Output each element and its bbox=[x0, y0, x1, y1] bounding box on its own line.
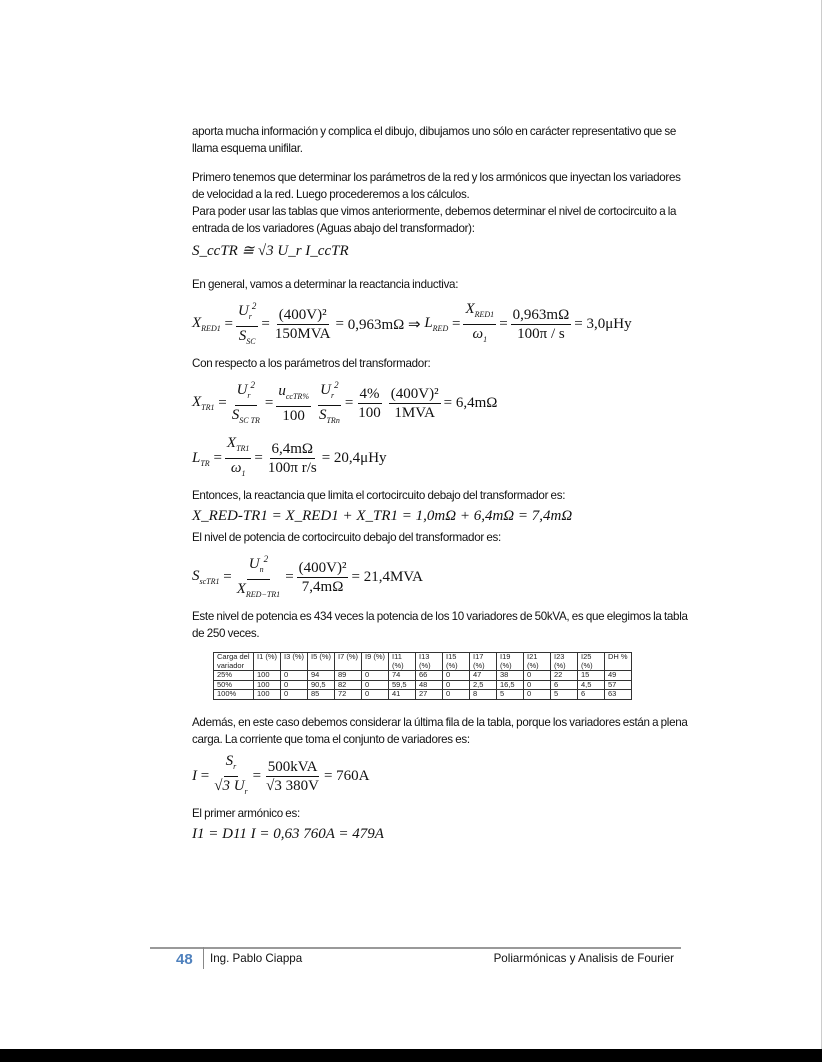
table-cell: 2,5 bbox=[470, 680, 497, 690]
table-cell: 25% bbox=[214, 671, 254, 681]
table-cell: 89 bbox=[335, 671, 362, 681]
table-cell: 49 bbox=[605, 671, 632, 681]
equation-current: I = $S_r$ √3 $U_r$ = 500kVA √3 380V = 760A bbox=[192, 752, 370, 796]
page-number: 48 bbox=[176, 951, 193, 968]
paragraph: Además, en este caso debemos considerar la última fila de la tabla, porque los variadores están a plena carga. La corriente que toma el conjunto de variadores es: bbox=[192, 715, 688, 746]
table-cell: 0 bbox=[362, 680, 389, 690]
table-cell: 5 bbox=[551, 690, 578, 700]
table-cell: 90,5 bbox=[308, 680, 335, 690]
table-cell: 66 bbox=[416, 671, 443, 681]
table-cell: 38 bbox=[497, 671, 524, 681]
page-body bbox=[192, 123, 692, 847]
numerator: (400V)² bbox=[298, 559, 347, 576]
table-cell: 41 bbox=[389, 690, 416, 700]
bottom-bar bbox=[0, 1049, 822, 1062]
table-cell: I21 (%) bbox=[524, 653, 551, 671]
table-cell: I23 (%) bbox=[551, 653, 578, 671]
table-cell: 63 bbox=[605, 690, 632, 700]
table-cell: 74 bbox=[389, 671, 416, 681]
table-cell: I25 (%) bbox=[578, 653, 605, 671]
numerator: 6,4mΩ bbox=[271, 441, 314, 457]
table-cell: 100% bbox=[214, 690, 254, 700]
denominator: 100π r/s bbox=[267, 460, 317, 476]
harmonics-table bbox=[213, 652, 632, 700]
equation-i1 bbox=[192, 826, 692, 843]
table-cell: 0 bbox=[281, 680, 308, 690]
numerator: (400V)² bbox=[278, 306, 327, 323]
table-cell: 5 bbox=[497, 690, 524, 700]
table-cell: 48 bbox=[416, 680, 443, 690]
numerator: 4% bbox=[359, 385, 380, 402]
equation-xred-tr bbox=[192, 508, 692, 525]
table-cell: I5 (%) bbox=[308, 653, 335, 671]
table-header-row bbox=[214, 653, 632, 671]
table-cell: 72 bbox=[335, 690, 362, 700]
result: = 760A bbox=[323, 767, 370, 784]
table-cell: 8 bbox=[470, 690, 497, 700]
denominator: 100 bbox=[358, 404, 381, 421]
footer-title: Poliarmónicas y Analisis de Fourier bbox=[493, 952, 674, 965]
result: = 21,4MVA bbox=[351, 568, 424, 585]
paragraph: El primer armónico es: bbox=[192, 806, 300, 820]
table-cell: 85 bbox=[308, 690, 335, 700]
equation-text: I1 = D11 I = 0,63 760A = 479A bbox=[192, 825, 384, 842]
denominator: 1MVA bbox=[394, 404, 435, 421]
table-cell: 6 bbox=[551, 680, 578, 690]
table-cell: 16,5 bbox=[497, 680, 524, 690]
table-cell: 50% bbox=[214, 680, 254, 690]
equation-xtr: $X_{TR1}$ = $U_r^2$ $S_{SC TR}$ = $u_{ccTR\%}$ 100 $U_r^2$ $S_{TRn}$ = $\frac{4\%}{100}$ (400V)² 1MVA = 6,4mΩ bbox=[192, 376, 692, 430]
table-cell: 0 bbox=[524, 680, 551, 690]
table-cell: I17 (%) bbox=[470, 653, 497, 671]
footer-separator bbox=[203, 947, 204, 969]
table-cell: 0 bbox=[524, 690, 551, 700]
table-cell: 59,5 bbox=[389, 680, 416, 690]
table-cell: 0 bbox=[443, 671, 470, 681]
table-cell: Carga del variador bbox=[214, 653, 254, 671]
table-cell: I13 (%) bbox=[416, 653, 443, 671]
result: = 6,4mΩ bbox=[443, 394, 498, 411]
table-cell: 100 bbox=[254, 671, 281, 681]
table-cell: I9 (%) bbox=[362, 653, 389, 671]
table-cell: I1 (%) bbox=[254, 653, 281, 671]
paragraph: Primero tenemos que determinar los parámetros de la red y los armónicos que inyectan los variadores de velocidad a la red. Luego procederemos a los cálculos. bbox=[192, 171, 681, 201]
result: = 3,0μHy bbox=[574, 315, 632, 332]
denominator: √3 380V bbox=[266, 777, 319, 794]
numerator: 0,963mΩ bbox=[512, 306, 570, 323]
equation-sctr: $S_{scTR1}$ = $U_n^2$ $X_{RED-TR1}$ = $\frac{\text{(400V)²}}{7,4m\Omega}$ = 21,4MVA bbox=[192, 550, 692, 604]
table-cell: 0 bbox=[443, 680, 470, 690]
table-row bbox=[214, 671, 632, 681]
paragraph: Con respecto a los parámetros del transformador: bbox=[192, 357, 431, 370]
equation-scc bbox=[192, 241, 692, 260]
equation-text: X_RED-TR1 = X_RED1 + X_TR1 = 1,0mΩ + 6,4mΩ = 7,4mΩ bbox=[192, 508, 573, 524]
paragraph: Entonces, la reactancia que limita el cortocircuito debajo del transformador es: bbox=[192, 489, 566, 502]
table-cell: 82 bbox=[335, 680, 362, 690]
table-cell: 27 bbox=[416, 690, 443, 700]
table-cell: 94 bbox=[308, 671, 335, 681]
paragraph: Para poder usar las tablas que vimos anteriormente, debemos determinar el nivel de cortocircuito a la entrada de los variadores (Aguas abajo del transformador): bbox=[192, 205, 677, 235]
table-cell: 15 bbox=[578, 671, 605, 681]
table-cell: 0 bbox=[362, 671, 389, 681]
table-cell: 100 bbox=[254, 680, 281, 690]
table-cell: 0 bbox=[443, 690, 470, 700]
numerator: (400V)² bbox=[390, 385, 439, 402]
equation-xred: $X_{RED1}$ = $U_r^2$ $S_{SC}$ = (400V)² 150MVA = 0,963mΩ ⇒ $L_{RED}$ = $X_{RED1}$ $\omega_1$ = $\frac{0,963m\Omega}{100\pi / s}$ = 3,0μHy bbox=[192, 297, 692, 351]
table-cell: I3 (%) bbox=[281, 653, 308, 671]
table-row bbox=[214, 690, 632, 700]
table-cell: 0 bbox=[362, 690, 389, 700]
table-cell: 0 bbox=[524, 671, 551, 681]
table-cell: 0 bbox=[281, 690, 308, 700]
table-cell: I15 (%) bbox=[443, 653, 470, 671]
paragraph: El nivel de potencia de cortocircuito debajo del transformador es: bbox=[192, 531, 501, 544]
denominator: 100π / s bbox=[517, 325, 565, 342]
table-cell: 47 bbox=[470, 671, 497, 681]
result: 0,963mΩ ⇒ bbox=[347, 316, 421, 333]
equation-text: S_ccTR ≅ √3 U_r I_ccTR bbox=[192, 243, 349, 259]
table-cell: 57 bbox=[605, 680, 632, 690]
table-cell: 0 bbox=[281, 671, 308, 681]
paragraph: aporta mucha información y complica el dibujo, dibujamos uno sólo en carácter representativo que se llama esquema unifilar. bbox=[192, 125, 677, 155]
footer-divider bbox=[150, 947, 681, 949]
denominator: 7,4mΩ bbox=[301, 578, 344, 595]
footer-author: Ing. Pablo Ciappa bbox=[210, 952, 303, 965]
result: = 20,4μHy bbox=[321, 450, 387, 466]
numerator: 500kVA bbox=[267, 758, 318, 775]
table-cell: 22 bbox=[551, 671, 578, 681]
paragraph: En general, vamos a determinar la reactancia inductiva: bbox=[192, 278, 459, 291]
table-cell: 6 bbox=[578, 690, 605, 700]
table-cell: I19 (%) bbox=[497, 653, 524, 671]
table-cell: 100 bbox=[254, 690, 281, 700]
table-cell: DH % bbox=[605, 653, 632, 671]
table-cell: I11 (%) bbox=[389, 653, 416, 671]
table-cell: 4,5 bbox=[578, 680, 605, 690]
denominator: 150MVA bbox=[274, 325, 331, 342]
equation-ltr: $L_{TR}$ = $X_{TR1}$ $\omega_1$ = $\frac{6,4m\Omega}{\text{100π r/s}}$ = 20,4μHy bbox=[192, 435, 387, 478]
paragraph: Este nivel de potencia es 434 veces la potencia de los 10 variadores de 50kVA, es que elegimos la tabla de 250 veces. bbox=[192, 610, 688, 640]
table-cell: I7 (%) bbox=[335, 653, 362, 671]
